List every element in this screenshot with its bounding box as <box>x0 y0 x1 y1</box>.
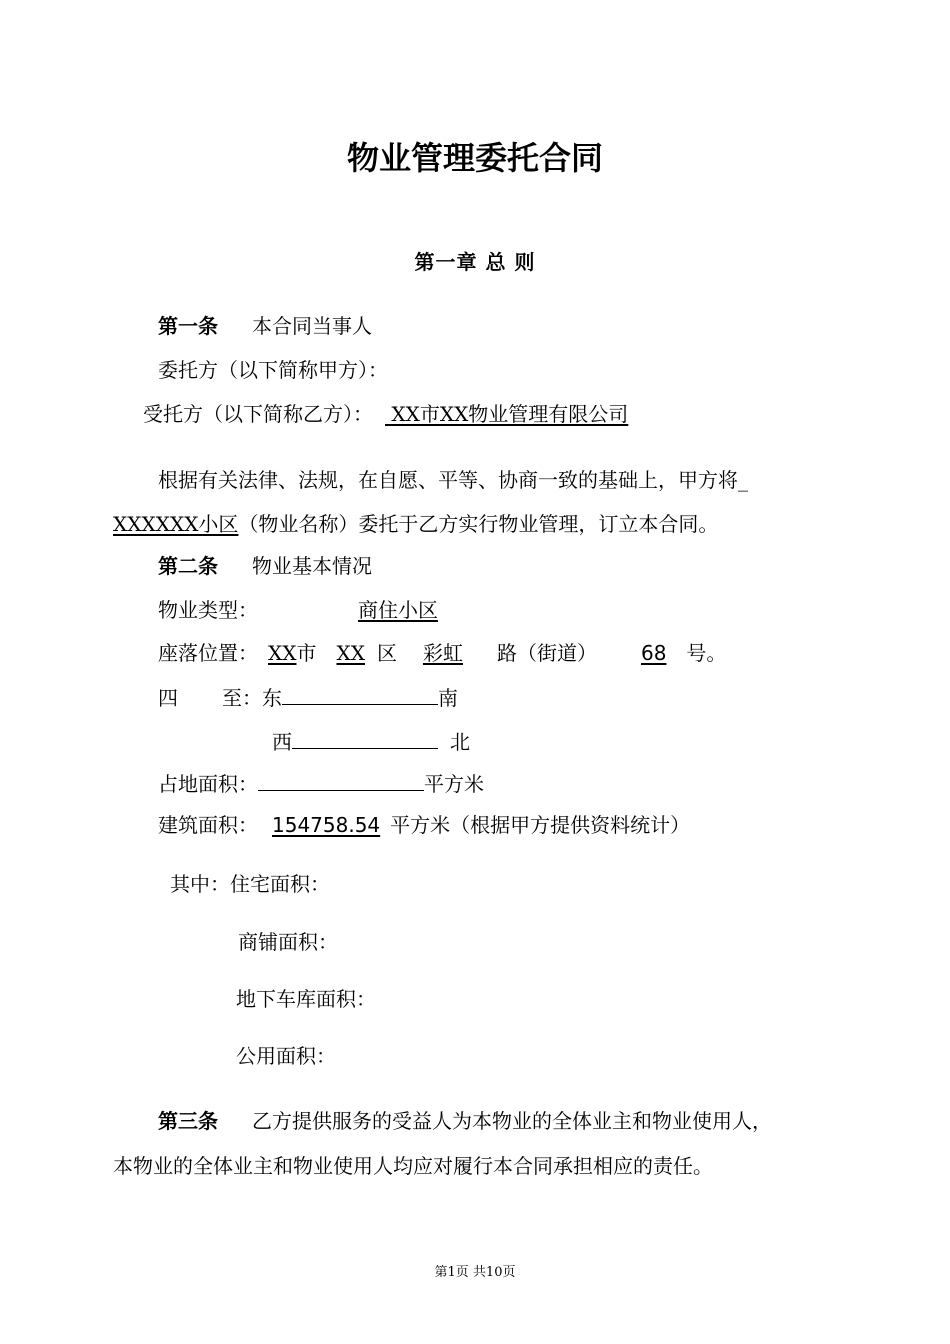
land-area-line <box>158 768 484 798</box>
building-area-label: 建筑面积： <box>158 813 258 837</box>
boundary-line-1 <box>158 682 458 712</box>
preamble-line2-rest: （物业名称）委托于乙方实行物业管理，订立本合同。 <box>238 512 719 536</box>
party-b-label: 受托方（以下简称乙方）： <box>143 402 373 426</box>
article2-label: 第二条 <box>158 554 218 578</box>
west-field <box>292 726 438 749</box>
article3-line2: 本物业的全体业主和物业使用人均应对履行本合同承担相应的责任。 <box>113 1154 713 1178</box>
city-unit: 市 <box>296 641 317 665</box>
document-title: 物业管理委托合同 <box>346 139 603 177</box>
article3-label: 第三条 <box>158 1109 218 1133</box>
land-area-unit: 平方米 <box>424 772 484 796</box>
article1-text: 本合同当事人 <box>252 314 372 338</box>
party-b-line <box>143 400 628 428</box>
district-value: XX <box>336 641 365 665</box>
shop-area-line: 商铺面积： <box>238 930 338 954</box>
preamble-line2 <box>113 510 718 538</box>
article1-line <box>158 312 372 340</box>
district-unit: 区 <box>376 641 397 665</box>
land-area-field <box>258 768 424 791</box>
road-unit: 路（街道） <box>496 641 597 665</box>
location-line <box>158 639 726 667</box>
page-footer: 第1页 共10页 <box>434 1265 516 1280</box>
residential-area-line: 其中：住宅面积： <box>170 872 330 896</box>
number-value: 68 <box>640 641 667 665</box>
west-label: 西 <box>272 730 292 754</box>
property-type-value: 商住小区 <box>358 598 438 622</box>
article3-text-1: 乙方提供服务的受益人为本物业的全体业主和物业使用人， <box>252 1109 772 1133</box>
property-name-value: XXXXXX小区 <box>113 512 239 536</box>
land-area-label: 占地面积： <box>158 772 258 796</box>
preamble-line1: 根据有关法律、法规，在自愿、平等、协商一致的基础上，甲方将_ <box>158 468 748 492</box>
boundary-line-2 <box>272 726 470 756</box>
location-label: 座落位置： <box>158 641 258 665</box>
building-area-unit: 平方米（根据甲方提供资料统计） <box>390 813 691 837</box>
garage-area-line: 地下车库面积： <box>236 987 376 1011</box>
city-value: XX <box>268 641 297 665</box>
article1-label: 第一条 <box>158 314 218 338</box>
boundary-label-2: 至：东 <box>222 686 282 710</box>
number-unit: 号。 <box>686 641 727 665</box>
article3-line1 <box>158 1107 772 1135</box>
public-area-line: 公用面积： <box>236 1044 336 1068</box>
east-field <box>282 682 438 705</box>
chapter-heading: 第一章 总 则 <box>414 250 536 274</box>
property-type-label: 物业类型： <box>158 598 258 622</box>
road-value: 彩虹 <box>422 641 463 665</box>
article2-text: 物业基本情况 <box>252 554 372 578</box>
article2-line <box>158 552 372 580</box>
building-area-value: 154758.54 <box>272 813 381 837</box>
boundary-label-1: 四 <box>158 686 178 710</box>
building-area-line <box>158 811 690 839</box>
north-label: 北 <box>450 730 470 754</box>
property-type-line <box>158 596 440 624</box>
south-label: 南 <box>438 686 458 710</box>
party-b-value: XX市XX物业管理有限公司 <box>385 402 629 426</box>
party-a-line: 委托方（以下简称甲方）： <box>158 358 388 382</box>
